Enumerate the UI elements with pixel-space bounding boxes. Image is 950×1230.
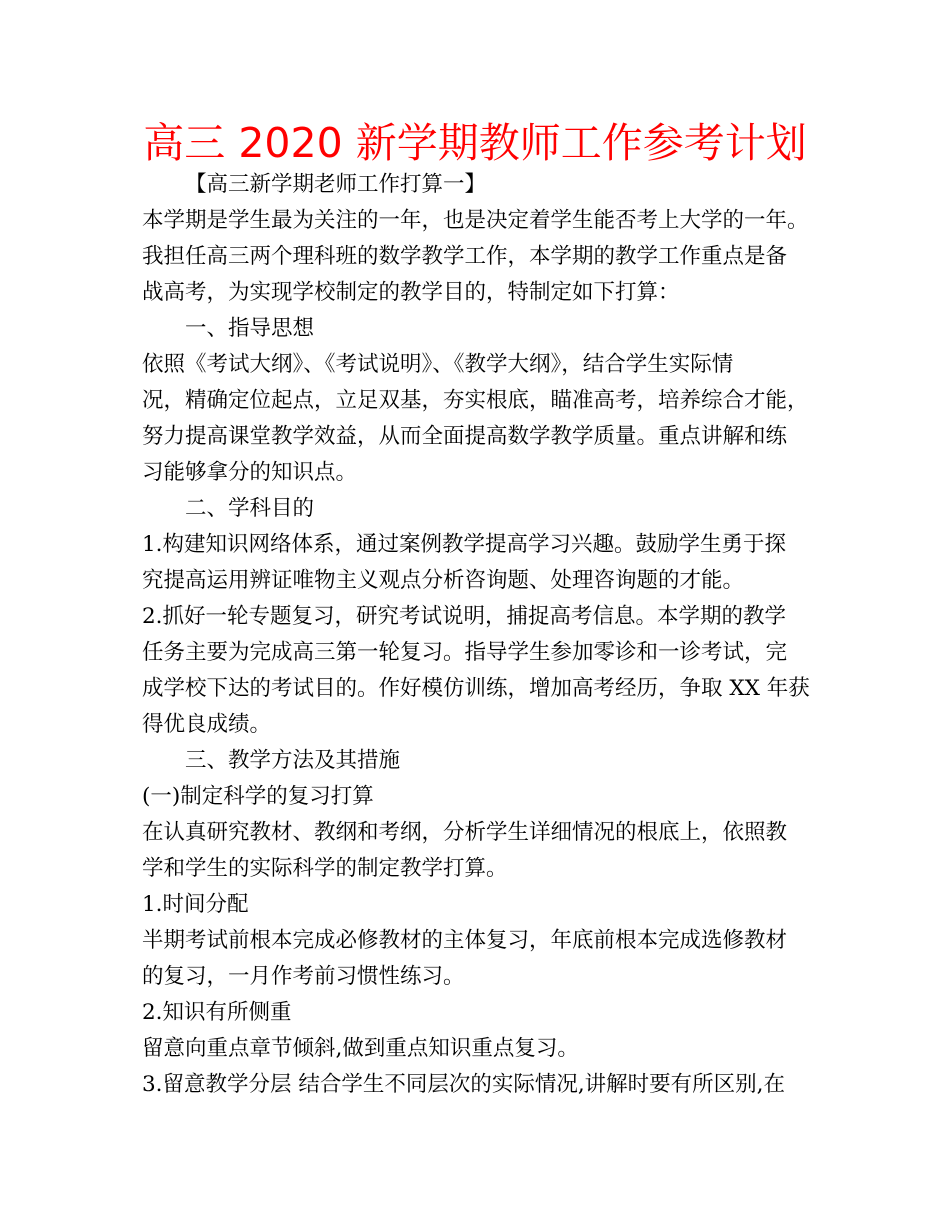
subtitle-line: 【高三新学期老师工作打算一】 bbox=[185, 172, 487, 197]
document-title: 高三 2020 新学期教师工作参考计划 bbox=[143, 119, 807, 167]
paragraph-line: 半期考试前根本完成必修教材的主体复习，年底前根本完成选修教材 bbox=[142, 928, 788, 953]
paragraph-line: 本学期是学生最为关注的一年，也是决定着学生能否考上大学的一年。 bbox=[142, 208, 809, 233]
paragraph-line: 战高考，为实现学校制定的教学目的，特制定如下打算： bbox=[142, 280, 680, 305]
section-heading: 一、指导思想 bbox=[185, 316, 315, 341]
item-heading: 1.时间分配 bbox=[142, 892, 249, 917]
paragraph-line: 3.留意教学分层 结合学生不同层次的实际情况,讲解时要有所区别,在 bbox=[142, 1072, 786, 1097]
paragraph-line: 1.构建知识网络体系，通过案例教学提高学习兴趣。鼓励学生勇于探 bbox=[142, 532, 787, 557]
paragraph-line: 的复习，一月作考前习惯性练习。 bbox=[142, 964, 465, 989]
paragraph-line: 留意向重点章节倾斜,做到重点知识重点复习。 bbox=[142, 1036, 579, 1061]
paragraph-line: 得优良成绩。 bbox=[142, 712, 272, 737]
subsection-heading: (一)制定科学的复习打算 bbox=[142, 784, 374, 809]
paragraph-line: 究提高运用辨证唯物主义观点分析咨询题、处理咨询题的才能。 bbox=[142, 568, 745, 593]
paragraph-line: 我担任高三两个理科班的数学教学工作，本学期的教学工作重点是备 bbox=[142, 244, 788, 269]
paragraph-line: 况，精确定位起点，立足双基，夯实根底，瞄准高考，培养综合才能， bbox=[142, 388, 809, 413]
section-heading: 二、学科目的 bbox=[185, 496, 315, 521]
paragraph-line: 2.抓好一轮专题复习，研究考试说明，捕捉高考信息。本学期的教学 bbox=[142, 604, 787, 629]
item-heading: 2.知识有所侧重 bbox=[142, 1000, 292, 1025]
paragraph-line: 习能够拿分的知识点。 bbox=[142, 460, 358, 485]
paragraph-line: 努力提高课堂教学效益，从而全面提高数学教学质量。重点讲解和练 bbox=[142, 424, 788, 449]
section-heading: 三、教学方法及其措施 bbox=[185, 748, 401, 773]
paragraph-line: 在认真研究教材、教纲和考纲，分析学生详细情况的根底上，依照教 bbox=[142, 820, 788, 845]
paragraph-line: 成学校下达的考试目的。作好模仿训练，增加高考经历，争取 XX 年获 bbox=[142, 676, 810, 701]
document-body bbox=[142, 167, 822, 1103]
paragraph-line: 任务主要为完成高三第一轮复习。指导学生参加零诊和一诊考试，完 bbox=[142, 640, 788, 665]
paragraph-line: 学和学生的实际科学的制定教学打算。 bbox=[142, 856, 508, 881]
paragraph-line: 依照《考试大纲》、《考试说明》、《教学大纲》，结合学生实际情 bbox=[142, 352, 734, 377]
